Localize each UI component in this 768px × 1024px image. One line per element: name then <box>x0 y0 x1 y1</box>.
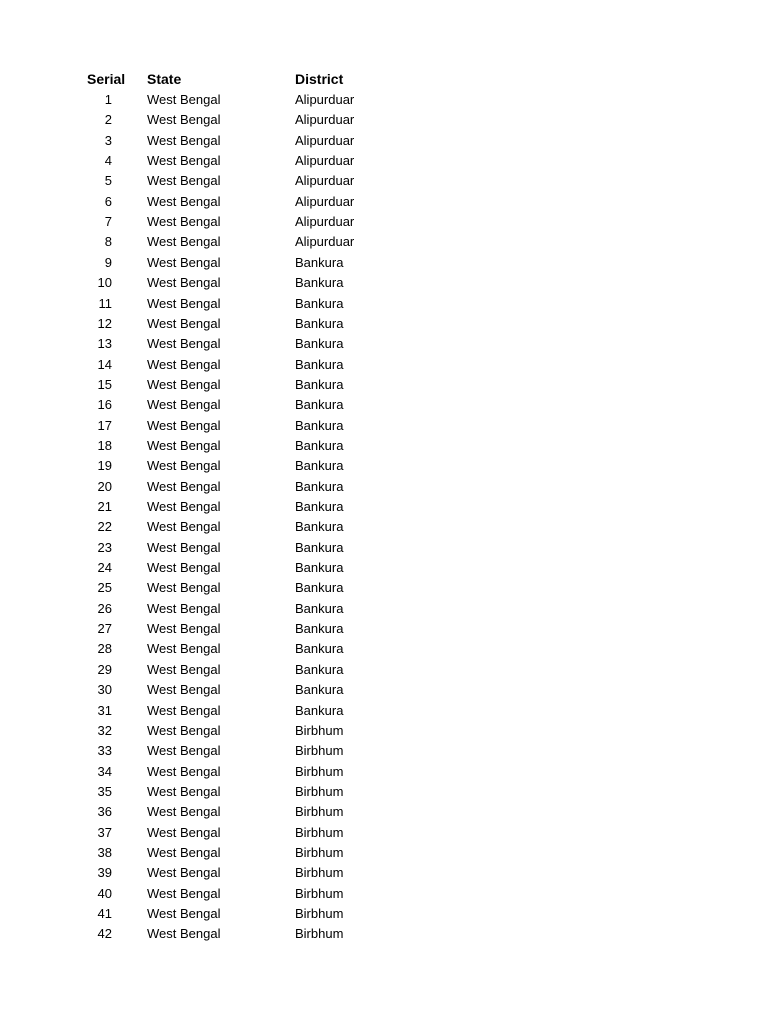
cell-district: Bankura <box>295 682 344 698</box>
cell-serial: 14 <box>97 356 112 372</box>
cell-district: Bankura <box>295 275 344 291</box>
cell-serial: 17 <box>97 417 112 433</box>
cell-state: West Bengal <box>147 824 221 840</box>
cell-district: Alipurduar <box>295 153 355 169</box>
cell-serial: 27 <box>97 621 112 637</box>
cell-serial: 13 <box>97 336 112 352</box>
cell-state: West Bengal <box>147 885 221 901</box>
cell-serial: 1 <box>104 92 112 107</box>
cell-serial: 41 <box>97 906 112 921</box>
table-row <box>0 578 768 598</box>
cell-serial: 29 <box>97 661 112 677</box>
table-row <box>0 884 768 904</box>
cell-state: West Bengal <box>147 234 221 250</box>
cell-district: Bankura <box>295 539 344 555</box>
cell-serial: 20 <box>97 478 112 494</box>
table-row <box>0 456 768 476</box>
cell-district: Alipurduar <box>295 173 355 189</box>
table-row <box>0 273 768 293</box>
table-row <box>0 314 768 334</box>
cell-serial: 34 <box>97 763 112 779</box>
table-row <box>0 823 768 843</box>
cell-serial: 42 <box>97 926 112 942</box>
table-row <box>0 762 768 782</box>
cell-district: Bankura <box>295 600 344 616</box>
cell-district: Bankura <box>295 437 344 453</box>
table-row <box>0 90 768 110</box>
cell-district: Alipurduar <box>295 132 355 148</box>
cell-district: Bankura <box>295 641 344 657</box>
cell-serial: 18 <box>97 437 112 453</box>
cell-serial: 8 <box>104 234 112 250</box>
table-row <box>0 212 768 232</box>
table-row <box>0 395 768 415</box>
cell-state: West Bengal <box>147 275 221 291</box>
cell-serial: 38 <box>97 844 112 860</box>
table-row <box>0 721 768 741</box>
cell-district: Bankura <box>295 499 344 514</box>
header-district: District <box>295 71 344 87</box>
header-serial: Serial <box>87 71 126 87</box>
cell-district: Birbhum <box>295 865 344 881</box>
table-row <box>0 151 768 171</box>
cell-state: West Bengal <box>147 722 221 738</box>
table-row <box>0 599 768 619</box>
cell-state: West Bengal <box>147 539 221 555</box>
cell-district: Birbhum <box>295 763 344 779</box>
cell-state: West Bengal <box>147 621 221 637</box>
cell-serial: 36 <box>97 804 112 820</box>
cell-serial: 21 <box>97 499 112 514</box>
cell-state: West Bengal <box>147 173 221 189</box>
cell-state: West Bengal <box>147 112 221 128</box>
cell-state: West Bengal <box>147 336 221 352</box>
cell-state: West Bengal <box>147 560 221 576</box>
cell-serial: 6 <box>104 193 112 209</box>
table-row <box>0 375 768 395</box>
cell-state: West Bengal <box>147 906 221 921</box>
table-row <box>0 192 768 212</box>
cell-serial: 16 <box>97 397 112 413</box>
table-row <box>0 558 768 578</box>
cell-district: Bankura <box>295 478 344 494</box>
cell-district: Birbhum <box>295 926 344 942</box>
table-row <box>0 904 768 924</box>
cell-serial: 25 <box>97 580 112 596</box>
table-row <box>0 639 768 659</box>
table-row <box>0 538 768 558</box>
cell-serial: 30 <box>97 682 112 698</box>
cell-district: Bankura <box>295 621 344 637</box>
cell-district: Bankura <box>295 702 344 718</box>
cell-district: Alipurduar <box>295 92 355 107</box>
cell-district: Birbhum <box>295 804 344 820</box>
cell-state: West Bengal <box>147 397 221 413</box>
cell-state: West Bengal <box>147 783 221 799</box>
cell-state: West Bengal <box>147 865 221 881</box>
cell-serial: 10 <box>97 275 112 291</box>
table-row <box>0 843 768 863</box>
table-row <box>0 436 768 456</box>
cell-serial: 7 <box>104 214 112 230</box>
cell-district: Bankura <box>295 458 344 474</box>
table-row <box>0 782 768 802</box>
cell-district: Bankura <box>295 397 344 413</box>
cell-serial: 32 <box>97 722 112 738</box>
cell-serial: 4 <box>104 153 112 169</box>
table-row <box>0 232 768 252</box>
table-row <box>0 294 768 314</box>
cell-state: West Bengal <box>147 661 221 677</box>
table-row <box>0 741 768 761</box>
cell-state: West Bengal <box>147 254 221 270</box>
cell-district: Bankura <box>295 519 344 535</box>
cell-state: West Bengal <box>147 844 221 860</box>
cell-district: Bankura <box>295 661 344 677</box>
cell-state: West Bengal <box>147 315 221 331</box>
cell-serial: 39 <box>97 865 112 881</box>
cell-state: West Bengal <box>147 682 221 698</box>
cell-district: Bankura <box>295 376 344 392</box>
cell-serial: 28 <box>97 641 112 657</box>
cell-state: West Bengal <box>147 478 221 494</box>
table-row <box>0 517 768 537</box>
table-row <box>0 701 768 721</box>
cell-serial: 37 <box>97 824 112 840</box>
cell-state: West Bengal <box>147 499 221 514</box>
cell-district: Birbhum <box>295 885 344 901</box>
cell-state: West Bengal <box>147 600 221 616</box>
cell-state: West Bengal <box>147 92 221 107</box>
table-row <box>0 171 768 191</box>
cell-district: Birbhum <box>295 844 344 860</box>
cell-district: Birbhum <box>295 783 344 799</box>
cell-district: Bankura <box>295 254 344 270</box>
cell-state: West Bengal <box>147 132 221 148</box>
cell-serial: 23 <box>97 539 112 555</box>
cell-serial: 2 <box>104 112 112 128</box>
cell-serial: 26 <box>97 600 112 616</box>
cell-serial: 24 <box>97 560 112 576</box>
table-row <box>0 924 768 944</box>
cell-serial: 11 <box>98 295 112 311</box>
cell-serial: 35 <box>97 783 112 799</box>
cell-state: West Bengal <box>147 702 221 718</box>
cell-serial: 33 <box>97 743 112 759</box>
table-row <box>0 619 768 639</box>
cell-state: West Bengal <box>147 295 221 311</box>
cell-serial: 5 <box>104 173 112 189</box>
cell-serial: 22 <box>97 519 112 535</box>
cell-district: Bankura <box>295 315 344 331</box>
cell-district: Birbhum <box>295 743 344 759</box>
table-row <box>0 131 768 151</box>
cell-state: West Bengal <box>147 376 221 392</box>
cell-state: West Bengal <box>147 153 221 169</box>
cell-district: Bankura <box>295 336 344 352</box>
cell-state: West Bengal <box>147 743 221 759</box>
cell-serial: 40 <box>97 885 112 901</box>
cell-state: West Bengal <box>147 580 221 596</box>
cell-state: West Bengal <box>147 356 221 372</box>
cell-district: Alipurduar <box>295 214 355 230</box>
table-row <box>0 334 768 354</box>
cell-serial: 12 <box>97 315 112 331</box>
cell-serial: 15 <box>97 376 112 392</box>
table-row <box>0 110 768 130</box>
cell-district: Birbhum <box>295 824 344 840</box>
cell-district: Bankura <box>295 560 344 576</box>
cell-state: West Bengal <box>147 926 221 942</box>
cell-district: Alipurduar <box>295 234 355 250</box>
table-row <box>0 863 768 883</box>
cell-district: Bankura <box>295 356 344 372</box>
cell-serial: 31 <box>97 702 112 718</box>
cell-district: Bankura <box>295 417 344 433</box>
cell-state: West Bengal <box>147 458 221 474</box>
cell-district: Birbhum <box>295 722 344 738</box>
cell-serial: 9 <box>104 254 112 270</box>
cell-state: West Bengal <box>147 437 221 453</box>
table-row <box>0 253 768 273</box>
header-state: State <box>147 71 182 87</box>
table-row <box>0 802 768 822</box>
table-row <box>0 355 768 375</box>
table-row <box>0 680 768 700</box>
cell-state: West Bengal <box>147 804 221 820</box>
table-row <box>0 477 768 497</box>
table-row <box>0 497 768 517</box>
table-row <box>0 660 768 680</box>
cell-state: West Bengal <box>147 763 221 779</box>
table-header-row <box>0 69 768 89</box>
cell-state: West Bengal <box>147 519 221 535</box>
cell-state: West Bengal <box>147 193 221 209</box>
cell-serial: 19 <box>97 458 112 474</box>
cell-state: West Bengal <box>147 417 221 433</box>
cell-district: Alipurduar <box>295 112 355 128</box>
cell-serial: 3 <box>104 132 112 148</box>
cell-district: Bankura <box>295 580 344 596</box>
cell-district: Birbhum <box>295 906 344 921</box>
cell-district: Bankura <box>295 295 344 311</box>
cell-state: West Bengal <box>147 641 221 657</box>
table-row <box>0 416 768 436</box>
cell-state: West Bengal <box>147 214 221 230</box>
cell-district: Alipurduar <box>295 193 355 209</box>
